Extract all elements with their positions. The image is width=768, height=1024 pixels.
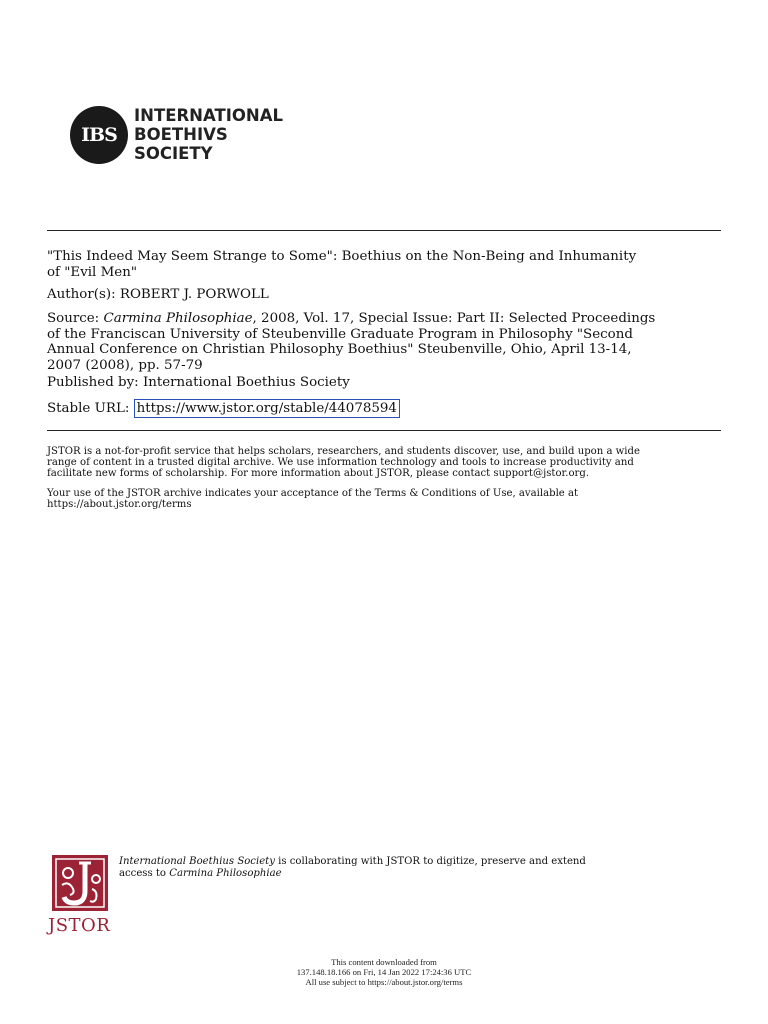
- jstor-notice: [47, 446, 727, 480]
- download-footer: [0, 957, 768, 987]
- logo-line-2: BOETHIVS: [134, 125, 228, 144]
- source-line-1: [47, 311, 721, 327]
- collab-line-2: [119, 868, 679, 880]
- middle-divider: [47, 430, 721, 431]
- article-title: [47, 249, 721, 280]
- collab-partner: International Boethius Society: [119, 856, 275, 867]
- collab-line-1: [119, 856, 679, 868]
- title-line-2: of "Evil Men": [47, 264, 138, 280]
- stable-url-link[interactable]: https://www.jstor.org/stable/44078594: [134, 399, 400, 418]
- source-block: [47, 311, 721, 373]
- jstor-emblem-icon: [52, 855, 108, 911]
- notice-line-2: range of content in a trusted digital archive. We use information technology and tools to increase productivity and: [47, 457, 634, 469]
- source-label: Source:: [47, 311, 100, 326]
- publisher-monogram: IBS: [70, 106, 128, 164]
- stable-url-label: Stable URL:: [47, 401, 130, 416]
- jstor-wordmark: JSTOR: [48, 915, 111, 936]
- logo-line-1: INTERNATIONAL: [134, 106, 283, 125]
- author-line: [47, 287, 269, 302]
- source-line-3: Annual Conference on Christian Philosophy Boethius" Steubenville, Ohio, April 13-14,: [47, 342, 632, 357]
- terms-line-1: Your use of the JSTOR archive indicates your acceptance of the Terms & Conditions of Use, available at: [47, 488, 579, 499]
- logo-line-3: SOCIETY: [134, 144, 213, 163]
- jstor-logo: [48, 855, 112, 935]
- journal-title: Carmina Philosophiae: [103, 311, 253, 326]
- stable-url-line: [47, 401, 400, 416]
- publisher-logo: [70, 106, 310, 166]
- source-line-2: of the Franciscan University of Steubenville Graduate Program in Philosophy "Second: [47, 326, 633, 342]
- footer-line-1: This content downloaded from: [331, 957, 437, 967]
- collab-text-1: is collaborating with JSTOR to digitize, preserve and extend: [274, 856, 586, 867]
- footer-line-3: All use subject to https://about.jstor.org/terms: [305, 977, 463, 987]
- source-details: , 2008, Vol. 17, Special Issue: Part II: Selected Proceedings: [252, 311, 656, 326]
- publisher-logo-text: [134, 106, 283, 163]
- publisher-name: International Boethius Society: [142, 375, 350, 390]
- terms-line-2: https://about.jstor.org/terms: [47, 499, 192, 511]
- collaboration-note: [119, 856, 679, 879]
- collab-text-2: access to: [119, 867, 170, 879]
- title-line-1: "This Indeed May Seem Strange to Some": Boethius on the Non-Being and Inhumanity: [47, 249, 637, 264]
- footer-line-2: 137.148.18.166 on Fri, 14 Jan 2022 17:24:36 UTC: [296, 967, 472, 977]
- author-name: ROBERT J. PORWOLL: [119, 287, 269, 302]
- notice-line-3: facilitate new forms of scholarship. For more information about JSTOR, please contact support@jstor.org.: [47, 468, 590, 480]
- top-divider: [47, 230, 721, 231]
- published-label: Published by:: [47, 375, 139, 390]
- source-line-4: 2007 (2008), pp. 57-79: [47, 357, 203, 373]
- notice-line-1: JSTOR is a not-for-profit service that helps scholars, researchers, and students discover, use, and build upon a wide: [47, 446, 640, 457]
- author-label: Author(s):: [47, 287, 116, 302]
- terms-notice: [47, 488, 727, 510]
- published-by-line: [47, 375, 350, 390]
- collab-journal: Carmina Philosophiae: [169, 867, 282, 879]
